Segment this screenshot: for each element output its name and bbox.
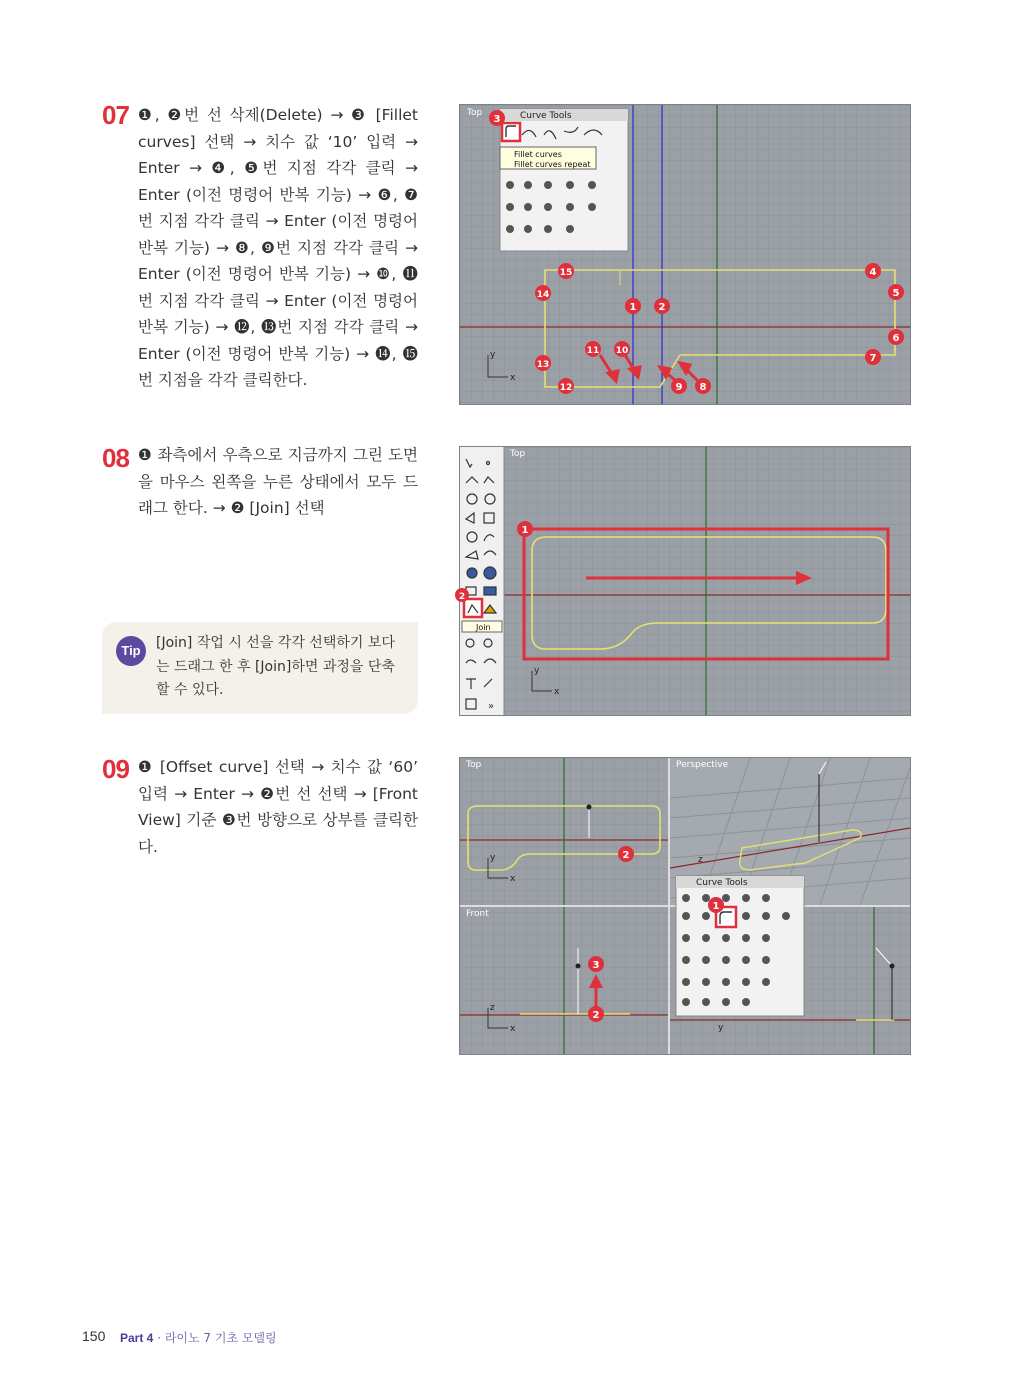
- toolbar-title: Curve Tools: [520, 111, 572, 121]
- marker-5: [888, 284, 904, 300]
- svg-text:2: 2: [658, 302, 666, 313]
- svg-text:1: 1: [629, 302, 637, 313]
- axis-x-label: x: [554, 687, 560, 697]
- svg-text:9: 9: [675, 382, 683, 393]
- viewport-label: Top: [467, 108, 483, 118]
- svg-text:10: 10: [615, 346, 629, 356]
- toolbar-title: Curve Tools: [696, 878, 748, 888]
- marker-14: [535, 285, 551, 301]
- marker-3: [489, 110, 505, 126]
- tooltip-item: Fillet curves repeat: [514, 160, 591, 169]
- svg-text:1: 1: [521, 525, 529, 536]
- svg-text:14: 14: [536, 290, 550, 300]
- tip-badge: Tip: [116, 636, 146, 666]
- footer-chapter-title: · 라이노 7 기초 모델링: [157, 1331, 277, 1345]
- marker-9: [671, 378, 687, 394]
- marker-3: [588, 956, 604, 972]
- screenshot-offset-curve: [459, 757, 911, 1055]
- viewport-label-top: Top: [466, 760, 482, 770]
- svg-text:8: 8: [699, 382, 707, 393]
- step-text: ❶, ❷번 선 삭제(Delete) → ❸ [Fillet curves] 선택 → 치수 값 ‘10’ 입력 → Enter → ❹, ❺번 지점 각각 클릭 → Enter (이전 명령어 반복 기능) → ❻, ❼번 지점 각각 클릭 → Enter (이전 명령어 반복 기능) → ❽, ❾번 지점 각각 클릭 → Enter (이전 명령어 반복 기능) → ❿, ⓫번 지점 각각 클릭 → Enter (이전 명령어 반복 기능) → ⓬, ⓭번 지점 각각 클릭 → Enter (이전 명령어 반복 기능) → ⓮, ⓯번 지점을 각각 클릭한다.: [138, 106, 418, 389]
- svg-text:2: 2: [592, 1010, 600, 1021]
- footer-chapter: [120, 1329, 277, 1346]
- svg-text:4: 4: [869, 267, 877, 278]
- marker-1: [517, 521, 533, 537]
- step-text: ❶ [Offset curve] 선택 → 치수 값 ‘60’ 입력 → Enter → ❷번 선 선택 → [Front View] 기준 ❸번 방향으로 상부를 클릭한다.: [138, 758, 418, 856]
- svg-text:15: 15: [559, 268, 573, 278]
- marker-2: [588, 1006, 604, 1022]
- viewport-top: [460, 447, 910, 715]
- step-number: 09: [102, 754, 129, 784]
- svg-text:12: 12: [559, 383, 573, 393]
- step-number: 07: [102, 100, 129, 130]
- marker-13: [535, 355, 551, 371]
- step-number: 08: [102, 443, 129, 473]
- viewport-label-perspective: Perspective: [676, 760, 729, 770]
- svg-text:3: 3: [592, 960, 600, 971]
- axis-x-label: x: [510, 874, 516, 884]
- tip-text: [Join] 작업 시 선을 각각 선택하기 보다는 드래그 한 후 [Join]하면 과정을 단축할 수 있다.: [156, 635, 395, 698]
- viewport-label: Top: [510, 449, 526, 459]
- tooltip-item: Fillet curves: [514, 150, 562, 159]
- svg-text:1: 1: [712, 901, 720, 912]
- axis-x-label: x: [510, 373, 516, 383]
- svg-text:13: 13: [536, 360, 550, 370]
- marker-7: [865, 349, 881, 365]
- axis-y-label: y: [490, 350, 496, 360]
- screenshot-join: [459, 446, 911, 716]
- tip-box: [102, 622, 418, 714]
- marker-2: [618, 846, 634, 862]
- marker-6: [888, 329, 904, 345]
- step-text: ❶ 좌측에서 우측으로 지금까지 그린 도면을 마우스 왼쪽을 누른 상태에서 모두 드래그 한다. → ❷ [Join] 선택: [138, 446, 418, 517]
- join-tooltip: Join: [476, 623, 491, 632]
- axis-x-label: x: [510, 1024, 516, 1034]
- marker-15: [558, 263, 574, 279]
- axis-y-label: y: [490, 853, 496, 863]
- marker-12: [558, 378, 574, 394]
- footer-part-label: Part 4: [120, 1331, 154, 1345]
- axis-y-label: y: [718, 1023, 724, 1033]
- marker-1: [708, 897, 724, 913]
- svg-text:11: 11: [586, 346, 600, 356]
- svg-text:3: 3: [493, 114, 501, 125]
- marker-8: [695, 378, 711, 394]
- axis-z-label: z: [490, 1003, 495, 1013]
- svg-text:2: 2: [622, 850, 630, 861]
- svg-text:»: »: [488, 701, 495, 712]
- marker-10: [614, 341, 630, 357]
- marker-11: [585, 341, 601, 357]
- marker-4: [865, 263, 881, 279]
- axis-y-label: y: [534, 666, 540, 676]
- page-number: 150: [82, 1328, 106, 1344]
- marker-2: [654, 298, 670, 314]
- viewport-top: [460, 105, 910, 404]
- marker-1: [625, 298, 641, 314]
- marker-2: [455, 588, 469, 602]
- viewports: [460, 758, 910, 1054]
- axis-z-label: z: [698, 855, 703, 865]
- svg-text:2: 2: [458, 592, 466, 602]
- svg-text:6: 6: [892, 333, 900, 344]
- viewport-label-front: Front: [466, 909, 489, 919]
- svg-text:5: 5: [892, 288, 900, 299]
- screenshot-fillet-curves: [459, 104, 911, 405]
- svg-text:7: 7: [869, 353, 877, 364]
